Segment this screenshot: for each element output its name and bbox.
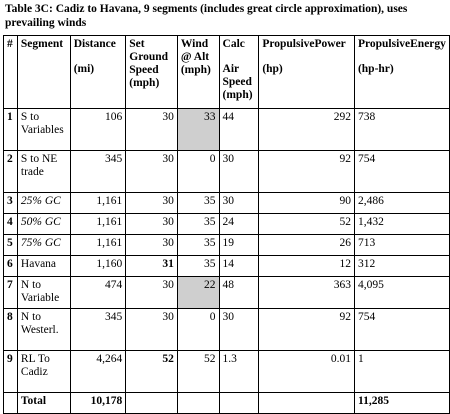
data-table [3, 35, 450, 414]
cell-ground-speed: 30 [126, 277, 178, 309]
cell-idx: 8 [4, 309, 18, 351]
cell-wind: 0 [177, 309, 219, 351]
header-distance-unit: (mi) [73, 63, 95, 75]
header-ground-speed-unit: (mph) [129, 77, 160, 89]
cell-wind: 35 [177, 235, 219, 256]
cell-air-speed: 30 [219, 309, 259, 351]
cell-air-speed: 1.3 [219, 351, 259, 393]
table-title: Table 3C: Cadiz to Havana, 9 segments (includes great circle approximation), uses prevailing winds [5, 3, 408, 29]
cell-segment: 75% GC [17, 235, 70, 256]
cell-empty [126, 393, 178, 414]
cell-segment: S to Variables [17, 109, 70, 151]
table-row [4, 214, 450, 235]
cell-idx: 5 [4, 235, 18, 256]
header-distance: Distance (mi) [70, 36, 126, 109]
cell-power: 363 [259, 277, 355, 309]
cell-idx: 7 [4, 277, 18, 309]
cell-wind: 33 [177, 109, 219, 151]
cell-ground-speed: 30 [126, 214, 178, 235]
cell-wind: 22 [177, 277, 219, 309]
cell-distance: 106 [70, 109, 126, 151]
cell-power: 292 [259, 109, 355, 151]
cell-ground-speed: 30 [126, 109, 178, 151]
cell-energy: 1 [354, 351, 449, 393]
table-row [4, 109, 450, 151]
cell-wind: 35 [177, 256, 219, 277]
cell-ground-speed: 30 [126, 151, 178, 193]
header-power-unit: (hp) [262, 63, 283, 75]
table-row [4, 309, 450, 351]
cell-power: 0.01 [259, 351, 355, 393]
cell-energy: 754 [354, 309, 449, 351]
cell-air-speed: 30 [219, 193, 259, 214]
cell-ground-speed: 31 [126, 256, 178, 277]
header-wind-unit: (mph) [180, 64, 211, 76]
cell-ground-speed: 30 [126, 309, 178, 351]
cell-energy: 754 [354, 151, 449, 193]
table-row [4, 193, 450, 214]
header-segment: Segment [17, 36, 70, 109]
total-row [4, 393, 450, 414]
header-energy-unit: (hp-hr) [357, 63, 394, 75]
cell-air-speed: 24 [219, 214, 259, 235]
cell-distance: 474 [70, 277, 126, 309]
cell-air-speed: 30 [219, 151, 259, 193]
cell-segment: RL To Cadiz [17, 351, 70, 393]
cell-power: 90 [259, 193, 355, 214]
table-row [4, 351, 450, 393]
header-calc: Calc Air Speed (mph) [219, 36, 259, 109]
cell-energy: 713 [354, 235, 449, 256]
cell-energy: 1,432 [354, 214, 449, 235]
total-distance: 10,178 [70, 393, 126, 414]
cell-wind: 0 [177, 151, 219, 193]
table-row [4, 235, 450, 256]
header-calc-sub: Air Speed [222, 63, 252, 88]
cell-distance: 1,161 [70, 235, 126, 256]
cell-segment: Havana [17, 256, 70, 277]
table-row [4, 277, 450, 309]
table-row [4, 151, 450, 193]
header-power: PropulsivePower (hp) [259, 36, 355, 109]
cell-ground-speed: 30 [126, 235, 178, 256]
header-ground-speed: Set Ground Speed (mph) [126, 36, 178, 109]
cell-distance: 4,264 [70, 351, 126, 393]
cell-energy: 4,095 [354, 277, 449, 309]
cell-segment: 50% GC [17, 214, 70, 235]
header-idx: # [4, 36, 18, 109]
header-row [4, 36, 450, 109]
cell-air-speed: 44 [219, 109, 259, 151]
table-row [4, 256, 450, 277]
cell-idx: 3 [4, 193, 18, 214]
cell-wind: 52 [177, 351, 219, 393]
cell-ground-speed: 52 [126, 351, 178, 393]
cell-idx: 4 [4, 214, 18, 235]
cell-idx: 9 [4, 351, 18, 393]
cell-segment: S to NE trade [17, 151, 70, 193]
cell-energy: 2,486 [354, 193, 449, 214]
cell-air-speed: 14 [219, 256, 259, 277]
cell-air-speed: 19 [219, 235, 259, 256]
cell-power: 26 [259, 235, 355, 256]
total-label: Total [17, 393, 70, 414]
cell-air-speed: 48 [219, 277, 259, 309]
cell-distance: 345 [70, 151, 126, 193]
header-calc-unit: (mph) [222, 89, 253, 101]
cell-wind: 35 [177, 214, 219, 235]
cell-distance: 345 [70, 309, 126, 351]
cell-segment: 25% GC [17, 193, 70, 214]
cell-idx: 1 [4, 109, 18, 151]
total-energy: 11,285 [354, 393, 449, 414]
cell-idx: 6 [4, 256, 18, 277]
cell-power: 92 [259, 309, 355, 351]
cell-empty [259, 393, 355, 414]
cell-empty [219, 393, 259, 414]
cell-distance: 1,160 [70, 256, 126, 277]
cell-distance: 1,161 [70, 214, 126, 235]
cell-idx-empty [4, 393, 18, 414]
cell-empty [177, 393, 219, 414]
header-energy: PropulsiveEnergy (hp-hr) [354, 36, 449, 109]
cell-power: 92 [259, 151, 355, 193]
cell-segment: N to Westerl. [17, 309, 70, 351]
cell-ground-speed: 30 [126, 193, 178, 214]
cell-power: 52 [259, 214, 355, 235]
cell-energy: 738 [354, 109, 449, 151]
cell-energy: 312 [354, 256, 449, 277]
cell-idx: 2 [4, 151, 18, 193]
cell-segment: N to Variable [17, 277, 70, 309]
cell-distance: 1,161 [70, 193, 126, 214]
cell-power: 12 [259, 256, 355, 277]
header-wind: Wind @ Alt (mph) [177, 36, 219, 109]
cell-wind: 35 [177, 193, 219, 214]
